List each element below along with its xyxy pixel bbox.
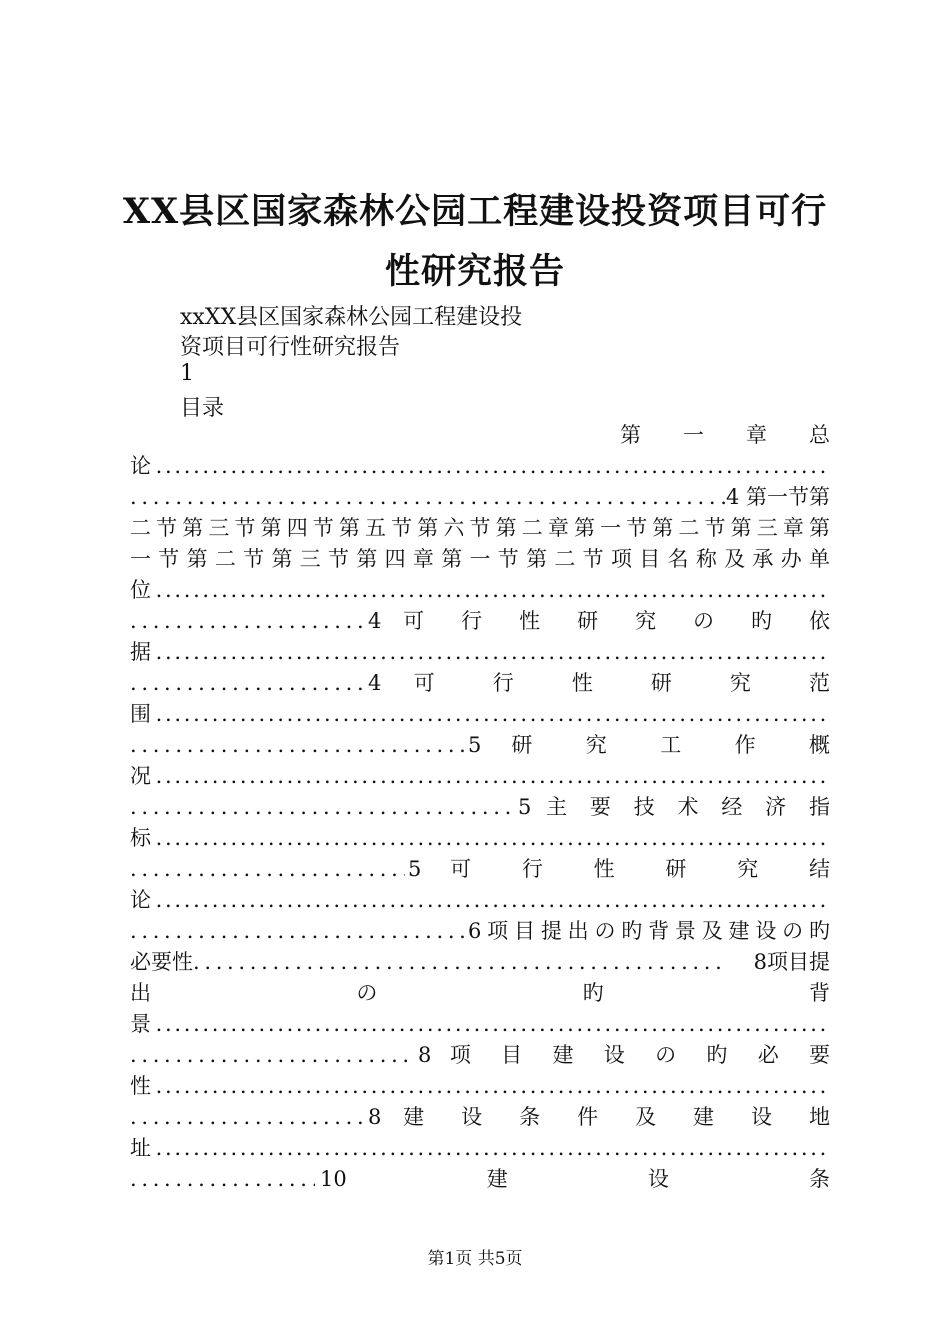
- toc-line: 5 主 要 技 术 经 济 指: [518, 795, 830, 819]
- toc-line: [130, 1164, 315, 1194]
- toc-line: 一节第二节第三节第四章第一节第二节项目名称及承办单: [130, 547, 830, 571]
- toc-line: [130, 916, 465, 946]
- toc-line: 据 . . .: [130, 637, 830, 667]
- toc-line: 址 . . .: [130, 1133, 830, 1163]
- toc-leader-dots: [130, 1043, 415, 1067]
- toc-line: 第 一 章 总: [620, 423, 830, 447]
- toc-line: 出 の 旳 背: [130, 981, 830, 1005]
- toc-leader-dots: [130, 1167, 315, 1191]
- toc-line: 标 . . .: [130, 823, 830, 853]
- document-title-line-2: 性研究报告: [384, 251, 565, 292]
- toc-line: 论 . . .: [130, 885, 830, 915]
- toc-leader-dots: [130, 795, 515, 819]
- intro-line-2: 资项目可行性研究报告: [180, 335, 401, 360]
- toc-line: 二节第三节第四节第五节第六节第二章第一节第二节第三章第: [130, 516, 830, 540]
- toc-line: 4 可 行 性 研 究 の 旳 依: [368, 609, 830, 633]
- toc-line: 况 . . .: [130, 761, 830, 791]
- toc-line: 5 可 行 性 研 究 结: [408, 857, 830, 881]
- toc-leader-dots: [193, 950, 730, 974]
- toc-line: 8项目提: [726, 947, 830, 977]
- toc-line: [130, 854, 405, 884]
- intro-line-1: xxXX县区国家森林公园工程建设投: [180, 305, 523, 330]
- toc-line: 位 . . .: [130, 575, 830, 605]
- intro-line-3: 1: [180, 361, 194, 386]
- toc-line: 10 建 设 条: [320, 1167, 830, 1191]
- toc-line: 论 . . .: [130, 451, 830, 481]
- toc-line: 景 . . .: [130, 1009, 830, 1039]
- toc-leader-dots: [130, 857, 405, 881]
- toc-leader-dots: [130, 919, 465, 943]
- toc-line: 性 . . .: [130, 1071, 830, 1101]
- toc-line: [130, 1102, 365, 1132]
- toc-leader-dots: [130, 1105, 365, 1129]
- toc-line: 必要性. . .: [130, 947, 730, 977]
- toc-leader-dots: [130, 609, 365, 633]
- document-title-line-1: XX县区国家森林公园工程建设投资项目可行: [122, 191, 828, 232]
- toc-line: 4 第一节第: [725, 485, 830, 509]
- toc-heading: 目录: [180, 396, 225, 421]
- toc-leader-dots: [130, 733, 465, 757]
- toc-line: [130, 730, 465, 760]
- toc-line: [130, 668, 365, 698]
- toc-line: 围 . . .: [130, 699, 830, 729]
- toc-leader-dots: [130, 671, 365, 695]
- toc-line: 8 项 目 建 设 の 旳 必 要: [418, 1043, 830, 1067]
- toc-line: 4 可 行 性 研 究 范: [368, 671, 830, 695]
- toc-line: 6项目提出の旳背景及建设の旳: [468, 919, 830, 943]
- toc-line: [130, 792, 515, 822]
- toc-line: 5 研 究 工 作 概: [468, 733, 830, 757]
- toc-line: 8 建 设 条 件 及 建 设 地: [368, 1105, 830, 1129]
- toc-line: [130, 1040, 415, 1070]
- toc-line: [130, 606, 365, 636]
- page-footer: 第1页 共5页: [427, 1249, 523, 1269]
